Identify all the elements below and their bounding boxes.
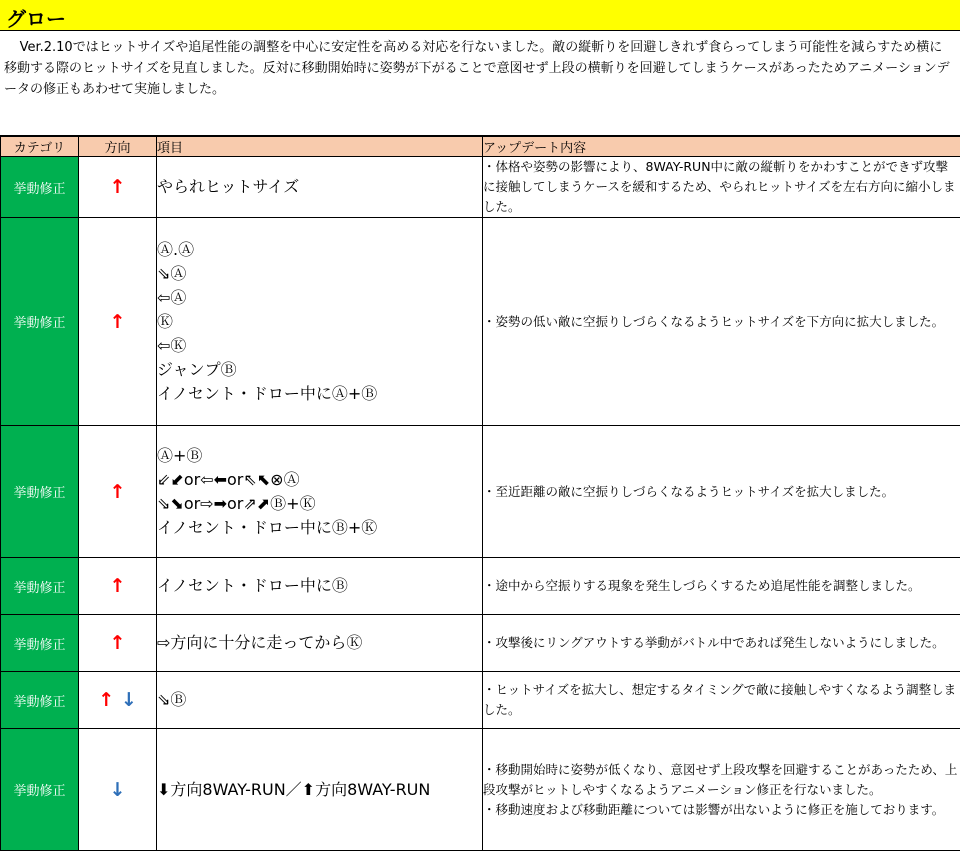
direction-cell — [79, 672, 157, 729]
item-cell — [157, 157, 483, 218]
category-cell: 挙動修正 — [1, 615, 79, 672]
intro-text: Ver.2.10ではヒットサイズや追尾性能の調整を中心に安定性を高める対応を行ないました。敵の縦斬りを回避しきれず食らってしまう可能性を減らすため横に移動する際のヒットサイズを見直しました。反対に移動開始時に姿勢が下がることで意図せず上段の横斬りを回避してしまうケースがあったためアニメーションデータの修正もあわせて実施しました。 — [0, 31, 960, 100]
item-cell — [157, 218, 483, 426]
item-line: ジャンプⒷ — [157, 358, 482, 382]
item-cell — [157, 615, 483, 672]
item-cell — [157, 729, 483, 851]
update-cell — [483, 729, 960, 851]
header-direction: 方向 — [79, 137, 157, 157]
table-row — [1, 729, 960, 851]
update-cell — [483, 157, 960, 218]
update-text: ・至近距離の敵に空振りしづらくなるようヒットサイズを拡大しました。 — [483, 482, 960, 502]
category-cell: 挙動修正 — [1, 157, 79, 218]
category-cell: 挙動修正 — [1, 218, 79, 426]
update-table — [0, 136, 960, 851]
update-text: ・移動開始時に姿勢が低くなり、意図せず上段攻撃を回避することがあったため、上段攻撃がヒットしやすくなるようアニメーション修正を行ないました。 — [483, 760, 960, 800]
item-line: イノセント・ドロー中にⒷ+Ⓚ — [157, 516, 482, 540]
table-row — [1, 157, 960, 218]
header-update: アップデート内容 — [483, 137, 960, 157]
page-title: グロー — [6, 3, 66, 32]
item-line: ⇦Ⓐ — [157, 286, 482, 310]
title-bar — [0, 0, 960, 31]
update-cell — [483, 218, 960, 426]
up-arrow-icon: ↑ — [110, 575, 126, 597]
direction-cell — [79, 558, 157, 615]
item-line: イノセント・ドロー中にⒷ — [157, 574, 482, 598]
item-cell — [157, 426, 483, 558]
table-row — [1, 218, 960, 426]
intro-section — [0, 31, 960, 136]
direction-cell — [79, 615, 157, 672]
table-header-row — [1, 137, 960, 157]
direction-cell — [79, 426, 157, 558]
table-row — [1, 426, 960, 558]
category-cell: 挙動修正 — [1, 672, 79, 729]
update-cell — [483, 672, 960, 729]
table-row — [1, 615, 960, 672]
header-item: 項目 — [157, 137, 483, 157]
item-line: Ⓚ — [157, 310, 482, 334]
item-line: Ⓐ+Ⓑ — [157, 444, 482, 468]
item-line: Ⓐ.Ⓐ — [157, 238, 482, 262]
item-line: ⇘Ⓐ — [157, 262, 482, 286]
item-cell — [157, 672, 483, 729]
direction-cell — [79, 218, 157, 426]
update-cell — [483, 615, 960, 672]
item-line: イノセント・ドロー中にⒶ+Ⓑ — [157, 382, 482, 406]
up-arrow-icon: ↑ — [110, 481, 126, 503]
item-line: ⇨方向に十分に走ってからⓀ — [157, 631, 482, 655]
item-line: ⬇方向8WAY-RUN／⬆方向8WAY-RUN — [157, 778, 482, 802]
update-text: ・移動速度および移動距離については影響が出ないように修正を施しております。 — [483, 800, 960, 820]
update-text: ・姿勢の低い敵に空振りしづらくなるようヒットサイズを下方向に拡大しました。 — [483, 312, 960, 332]
update-text: ・攻撃後にリングアウトする挙動がバトル中であれば発生しないようにしました。 — [483, 633, 960, 653]
header-category: カテゴリ — [1, 137, 79, 157]
direction-cell — [79, 729, 157, 851]
update-text: ・体格や姿勢の影響により、8WAY-RUN中に敵の縦斬りをかわすことができず攻撃に接触してしまうケースを緩和するため、やられヒットサイズを左右方向に縮小しました。 — [483, 157, 960, 217]
item-line: ⇦Ⓚ — [157, 334, 482, 358]
down-arrow-icon: ↓ — [110, 779, 126, 801]
item-line: やられヒットサイズ — [157, 175, 482, 199]
direction-cell — [79, 157, 157, 218]
update-cell — [483, 426, 960, 558]
item-cell — [157, 558, 483, 615]
category-cell: 挙動修正 — [1, 426, 79, 558]
update-cell — [483, 558, 960, 615]
table-row — [1, 672, 960, 729]
item-line: ⇘Ⓑ — [157, 688, 482, 712]
up-arrow-icon: ↑ — [110, 311, 126, 333]
update-text: ・ヒットサイズを拡大し、想定するタイミングで敵に接触しやすくなるよう調整しました。 — [483, 680, 960, 720]
item-line: ⇘⬊or⇨➡or⇗⬈Ⓑ+Ⓚ — [157, 492, 482, 516]
up-arrow-icon: ↑ — [110, 632, 126, 654]
down-arrow-icon: ↓ — [121, 689, 137, 711]
category-cell: 挙動修正 — [1, 558, 79, 615]
category-cell: 挙動修正 — [1, 729, 79, 851]
up-arrow-icon: ↑ — [110, 176, 126, 198]
table-row — [1, 558, 960, 615]
update-text: ・途中から空振りする現象を発生しづらくするため追尾性能を調整しました。 — [483, 576, 960, 596]
item-line: ⇙⬋or⇦⬅or⇖⬉⊗Ⓐ — [157, 468, 482, 492]
up-arrow-icon: ↑ — [98, 689, 114, 711]
